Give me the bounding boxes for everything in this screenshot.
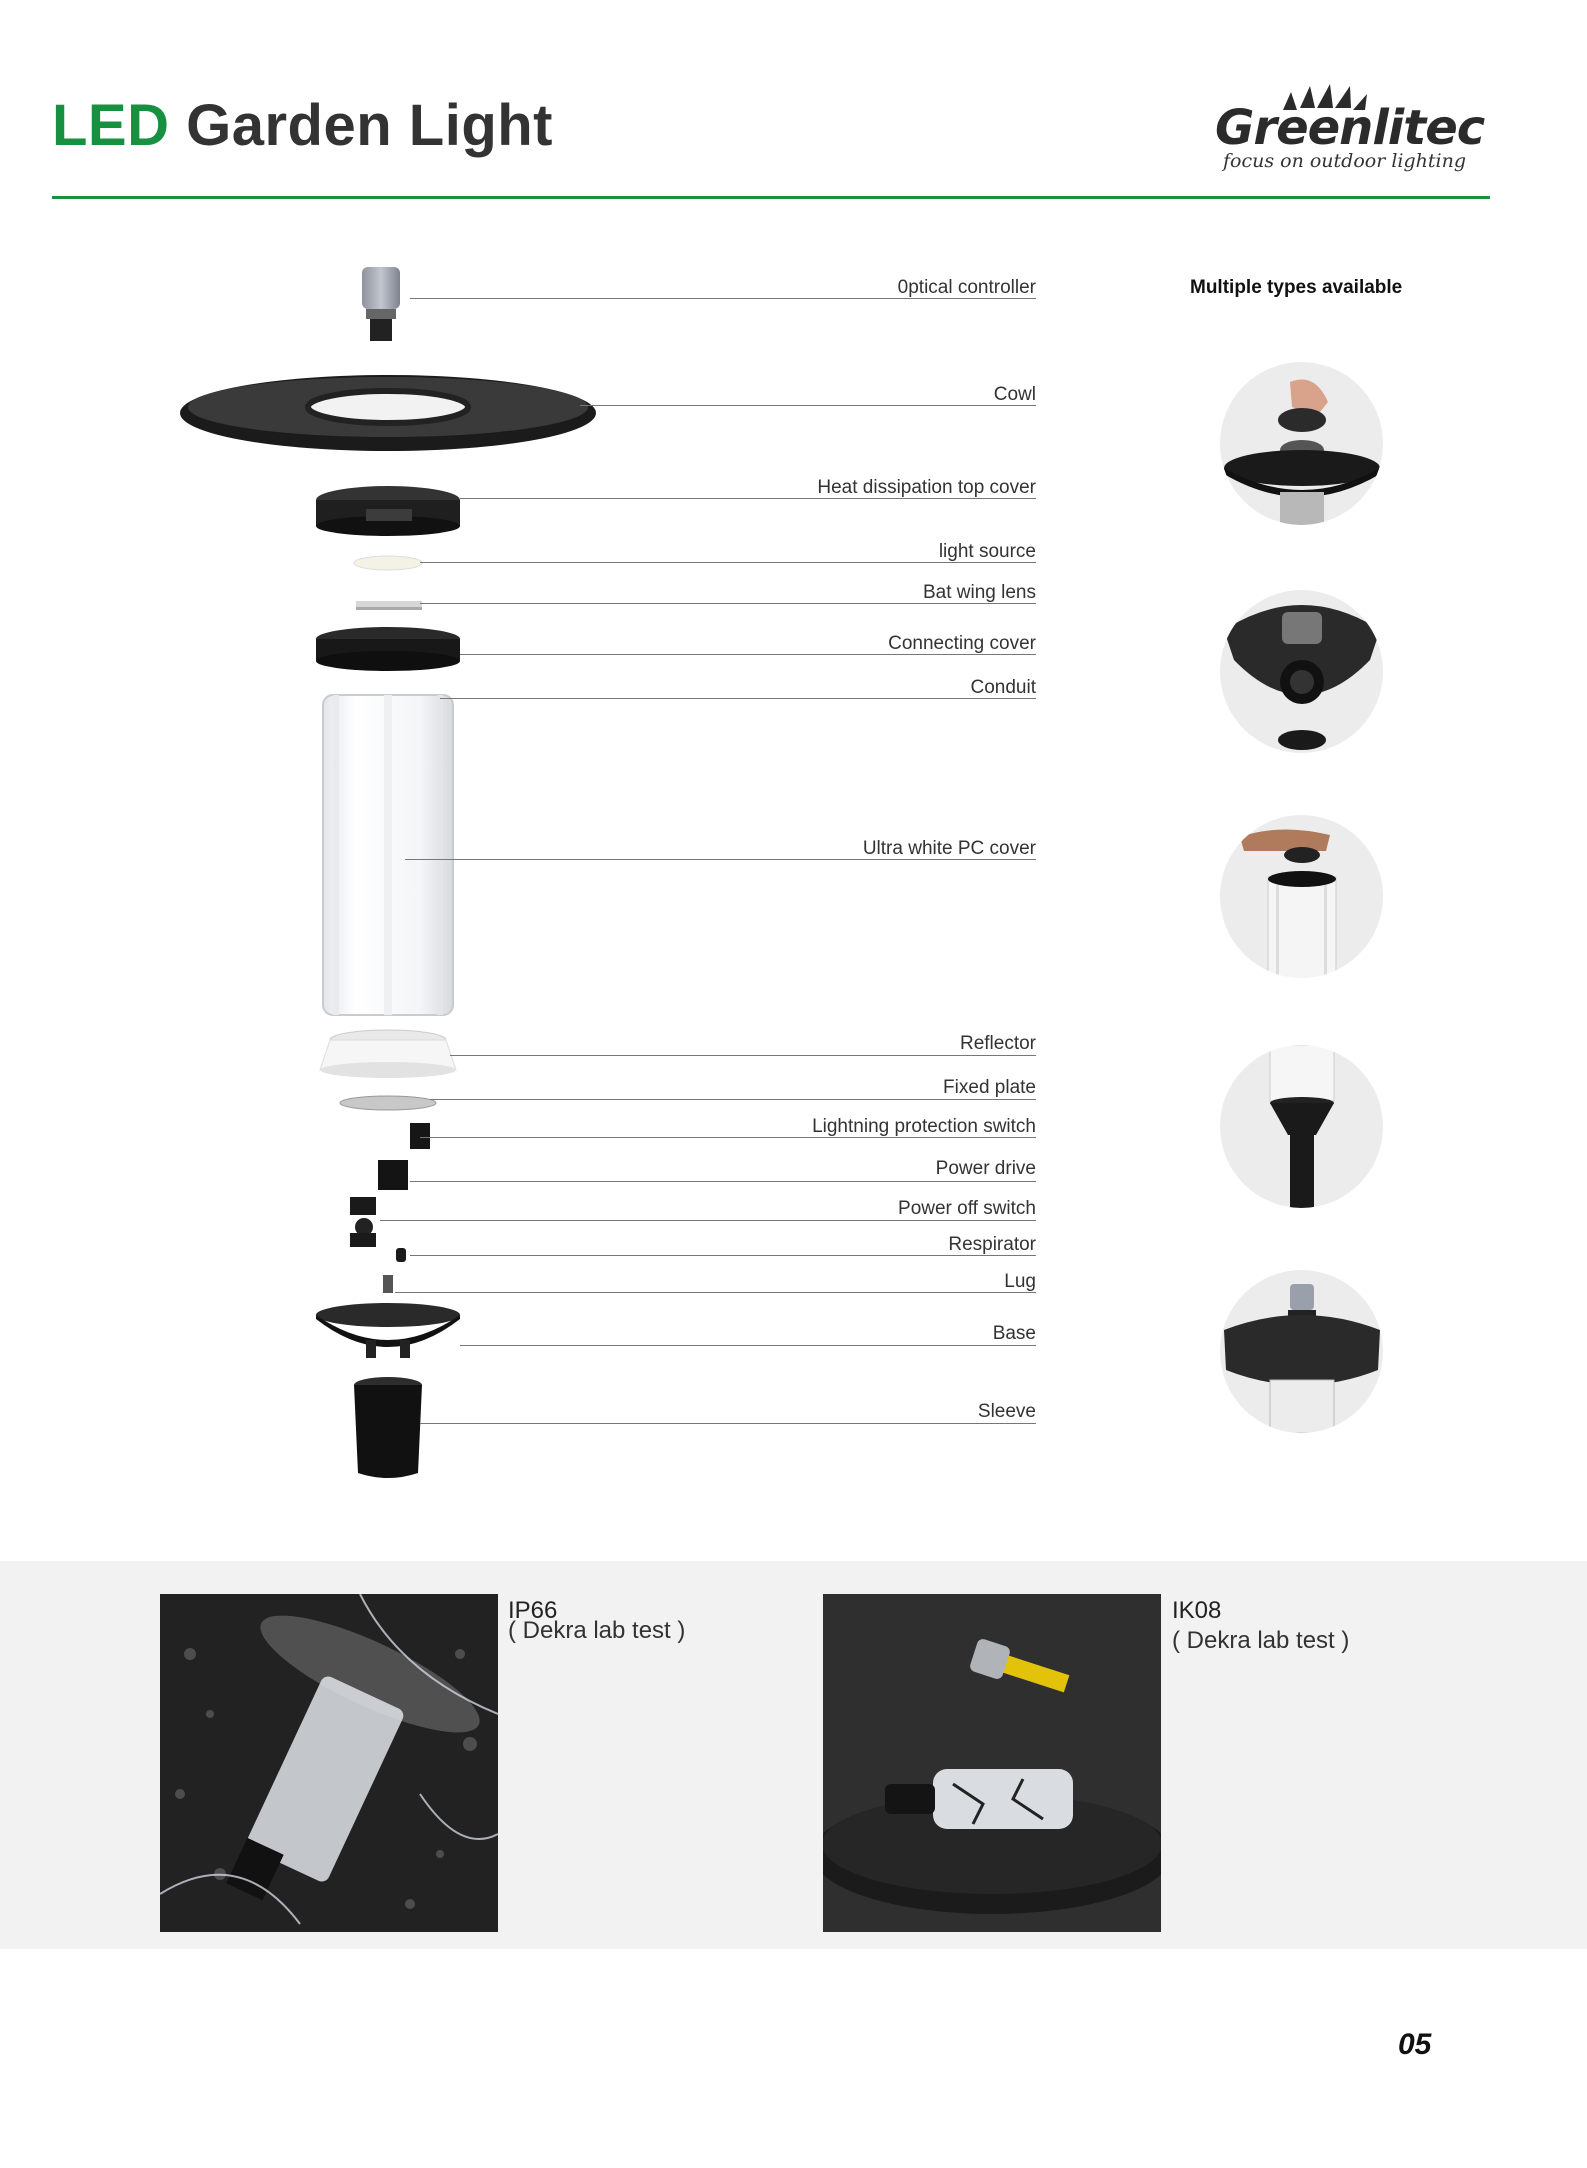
- leader-line: [580, 405, 1036, 406]
- part-label-bat-wing-lens: Bat wing lens: [922, 582, 1036, 603]
- bat-wing-lens-part: [356, 601, 422, 610]
- part-label-conduit: Conduit: [970, 677, 1036, 698]
- part-label-power-drive: Power drive: [935, 1158, 1036, 1179]
- ip66-code: IP66: [508, 1597, 558, 1624]
- brand-name: Greenlitec: [1215, 100, 1485, 156]
- reflector-part: [320, 1030, 456, 1078]
- type-image-4: [1220, 1045, 1383, 1208]
- part-label-lug: Lug: [1004, 1271, 1036, 1292]
- exploded-view-illustration: [170, 255, 610, 1495]
- leader-line: [395, 1292, 1036, 1293]
- lug-part: [383, 1275, 393, 1293]
- part-label-respirator: Respirator: [948, 1234, 1036, 1255]
- optical-controller-part: [362, 267, 400, 341]
- ip66-test-image: [160, 1594, 498, 1932]
- page-title: [52, 92, 553, 159]
- brand-logo: [1205, 80, 1505, 180]
- type-image-5: [1220, 1270, 1383, 1433]
- light-source-part: [354, 556, 422, 570]
- fixed-plate-part: [340, 1096, 436, 1110]
- sleeve-part: [354, 1377, 422, 1478]
- leader-line: [380, 1220, 1036, 1221]
- base-part: [316, 1303, 460, 1358]
- leader-line: [460, 1345, 1036, 1346]
- leader-line: [450, 1055, 1036, 1056]
- part-label-light-source: light source: [938, 541, 1036, 562]
- page-number: 05: [1398, 2028, 1432, 2061]
- part-label-base: Base: [992, 1323, 1036, 1344]
- type-image-3: [1220, 815, 1383, 978]
- part-label-fixed-plate: Fixed plate: [943, 1077, 1036, 1098]
- leader-line: [410, 1255, 1036, 1256]
- part-label-connecting-cover: Connecting cover: [888, 633, 1036, 654]
- power-off-switch-part: [350, 1197, 376, 1247]
- leader-line: [440, 698, 1036, 699]
- part-label-reflector: Reflector: [959, 1033, 1036, 1054]
- ik08-code: IK08: [1172, 1597, 1222, 1624]
- part-label-cowl: Cowl: [993, 384, 1036, 405]
- part-label-heat-top-cover: Heat dissipation top cover: [817, 477, 1036, 498]
- pc-cover-part: [323, 695, 453, 1015]
- title-highlight: LED: [52, 93, 170, 158]
- brand-tagline: focus on outdoor lighting: [1223, 150, 1466, 172]
- respirator-part: [396, 1248, 406, 1262]
- ip66-note: ( Dekra lab test ): [508, 1617, 686, 1644]
- leader-line: [410, 1181, 1036, 1182]
- heat-top-cover-part: [316, 486, 460, 536]
- ik08-note: ( Dekra lab test ): [1172, 1627, 1350, 1654]
- part-label-lightning-switch: Lightning protection switch: [812, 1116, 1036, 1137]
- header-divider: [52, 196, 1490, 199]
- power-drive-part: [378, 1160, 408, 1190]
- cowl-part: [180, 375, 596, 451]
- part-label-power-off-switch: Power off switch: [898, 1198, 1036, 1219]
- type-image-1: [1220, 362, 1383, 525]
- type-image-2: [1220, 590, 1383, 753]
- part-label-sleeve: Sleeve: [977, 1401, 1036, 1422]
- part-label-optical-controller: 0ptical controller: [897, 277, 1036, 298]
- part-label-pc-cover: Ultra white PC cover: [862, 838, 1036, 859]
- leader-line: [420, 1423, 1036, 1424]
- title-rest: Garden Light: [169, 93, 553, 158]
- lightning-switch-part: [410, 1123, 430, 1149]
- types-heading: Multiple types available: [1190, 277, 1403, 298]
- connecting-cover-part: [316, 627, 460, 671]
- leader-line: [430, 1099, 1036, 1100]
- ik08-test-image: [823, 1594, 1161, 1932]
